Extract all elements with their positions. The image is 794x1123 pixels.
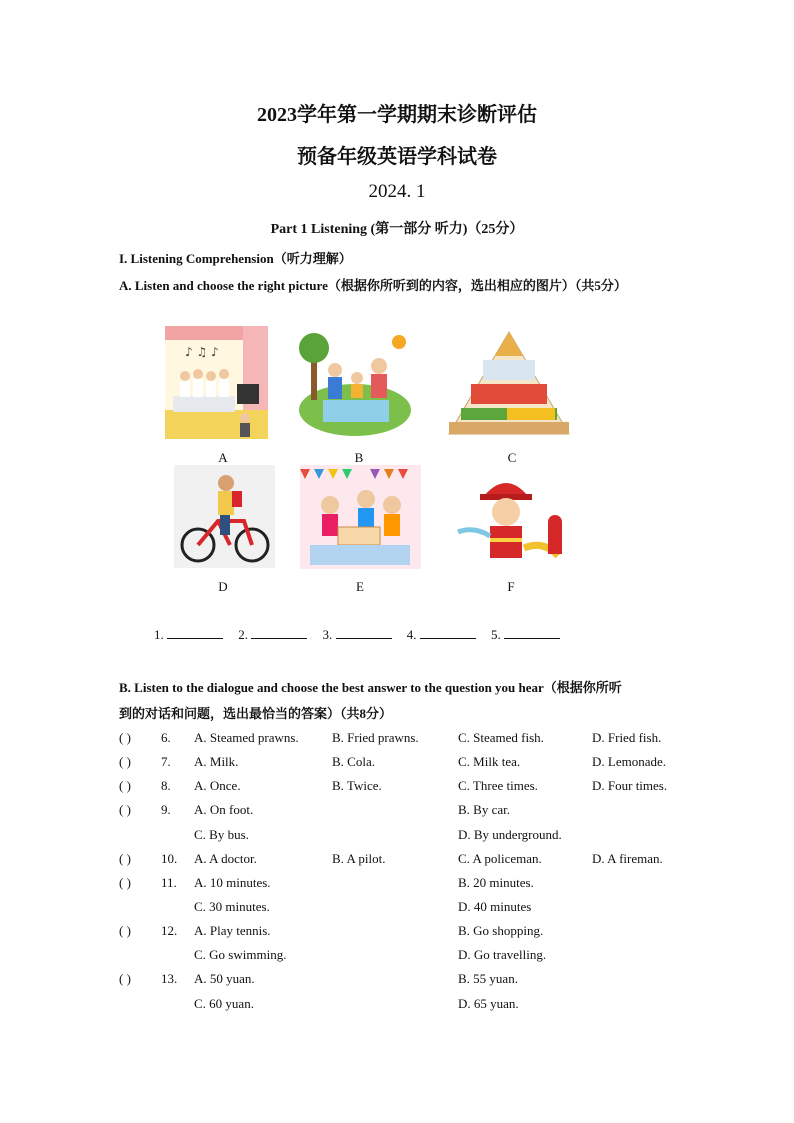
option-c: C. 60 yuan. <box>194 996 254 1011</box>
option-a: A. 10 minutes. <box>194 875 271 890</box>
answer-paren[interactable]: ( ) <box>119 851 131 866</box>
option-a: A. A doctor. <box>194 851 257 866</box>
birthday-party-icon <box>300 465 421 569</box>
picture-label: B <box>354 450 364 465</box>
question-number: 10. <box>161 851 178 866</box>
option-b: B. A pilot. <box>332 851 386 866</box>
option-b: B. Twice. <box>332 778 382 793</box>
option-b: B. Fried prawns. <box>332 730 419 745</box>
option-c: C. A policeman. <box>458 851 542 866</box>
question-number: 12. <box>161 923 178 938</box>
answer-blank[interactable]: 5. <box>491 626 560 643</box>
option-d: D. Go travelling. <box>458 947 547 962</box>
section-b-heading: B. Listen to the dialogue and choose the best answer to the question you hear（根据你所听 <box>119 680 622 695</box>
exam-title: 2023学年第一学期期末诊断评估 <box>257 104 537 126</box>
option-a: A. Steamed prawns. <box>194 730 299 745</box>
svg-text:♪ ♫ ♪: ♪ ♫ ♪ <box>185 345 219 359</box>
option-d: D. Lemonade. <box>592 754 667 769</box>
answer-blank[interactable]: 4. <box>407 626 476 643</box>
option-d: D. 65 yuan. <box>458 996 519 1011</box>
picture-label: E <box>356 579 364 594</box>
picture-label: A <box>218 450 228 465</box>
question-number: 8. <box>161 778 171 793</box>
option-c: C. By bus. <box>194 827 249 842</box>
answer-blank[interactable]: 2. <box>238 626 307 643</box>
option-b: B. 20 minutes. <box>458 875 534 890</box>
question-number: 13. <box>161 971 178 986</box>
family-picnic-icon <box>297 330 413 438</box>
option-b: B. 55 yuan. <box>458 971 518 986</box>
option-d: D. 40 minutes <box>458 899 532 914</box>
option-d: D. Four times. <box>592 778 668 793</box>
fireman-icon <box>454 466 572 568</box>
option-c: C. Three times. <box>458 778 538 793</box>
option-a: A. Milk. <box>194 754 239 769</box>
boy-cycling-icon <box>174 465 275 568</box>
picture-label: D <box>218 579 228 594</box>
question-number: 7. <box>161 754 171 769</box>
option-a: A. 50 yuan. <box>194 971 255 986</box>
question-number: 11. <box>161 875 177 890</box>
question-number: 6. <box>161 730 171 745</box>
section-b-heading-cont: 到的对话和问题，选出最恰当的答案）（共8分） <box>119 706 393 721</box>
answer-blanks <box>154 626 572 643</box>
option-a: A. Once. <box>194 778 241 793</box>
exam-date: 2024. 1 <box>368 181 426 202</box>
answer-paren[interactable]: ( ) <box>119 802 131 817</box>
option-d: D. By underground. <box>458 827 562 842</box>
answer-paren[interactable]: ( ) <box>119 730 131 745</box>
option-b: B. By car. <box>458 802 510 817</box>
option-a: A. On foot. <box>194 802 254 817</box>
option-b: B. Cola. <box>332 754 375 769</box>
option-b: B. Go shopping. <box>458 923 544 938</box>
answer-paren[interactable]: ( ) <box>119 875 131 890</box>
exam-subtitle: 预备年级英语学科试卷 <box>297 146 497 168</box>
picture-label: F <box>507 579 515 594</box>
picture-label: C <box>507 450 517 465</box>
answer-blank[interactable]: 1. <box>154 626 223 643</box>
section-a-heading: A. Listen and choose the right picture（根据你所听到的内容，选出相应的图片）（共5分） <box>119 278 627 293</box>
answer-paren[interactable]: ( ) <box>119 778 131 793</box>
answer-paren[interactable]: ( ) <box>119 923 131 938</box>
answer-blank[interactable]: 3. <box>323 626 392 643</box>
question-number: 9. <box>161 802 171 817</box>
option-c: C. 30 minutes. <box>194 899 270 914</box>
option-d: D. Fried fish. <box>592 730 662 745</box>
option-c: C. Milk tea. <box>458 754 521 769</box>
part-heading: Part 1 Listening (第一部分 听力)（25分） <box>270 222 524 237</box>
food-pyramid-icon <box>443 330 575 440</box>
option-c: C. Steamed fish. <box>458 730 544 745</box>
option-d: D. A fireman. <box>592 851 663 866</box>
answer-paren[interactable]: ( ) <box>119 971 131 986</box>
choir-singing-icon <box>165 326 268 439</box>
option-c: C. Go swimming. <box>194 947 287 962</box>
option-a: A. Play tennis. <box>194 923 271 938</box>
section-i-heading: I. Listening Comprehension（听力理解） <box>119 251 352 266</box>
answer-paren[interactable]: ( ) <box>119 754 131 769</box>
